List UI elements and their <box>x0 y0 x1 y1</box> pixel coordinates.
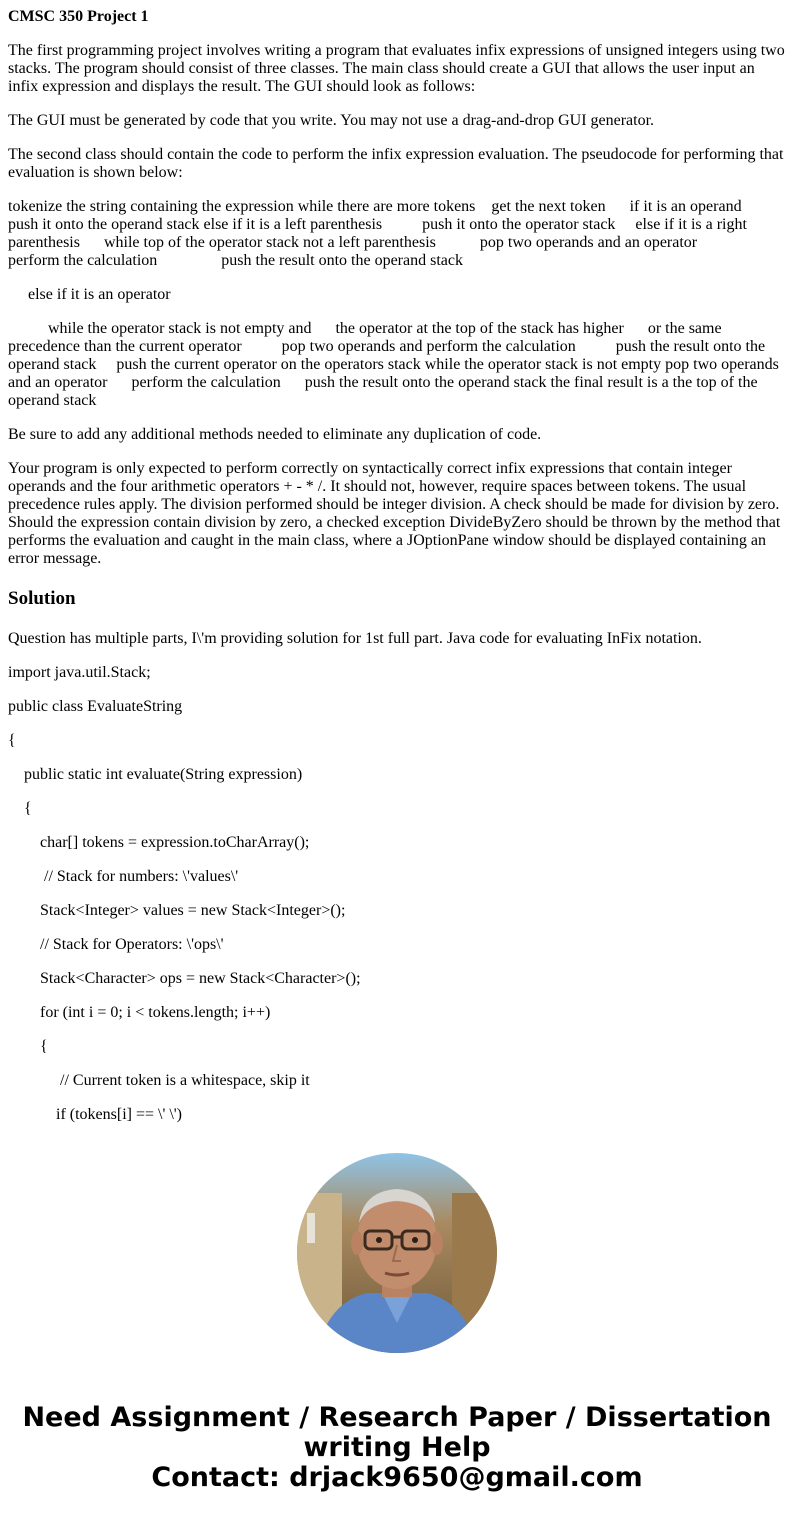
footer-line-2: writing Help <box>303 1432 491 1463</box>
code-line: public class EvaluateString <box>8 698 183 715</box>
question-paragraph-3: The second class should contain the code to perform the infix expression evaluation. The pseudocode for performing that evaluation is shown below: <box>8 146 784 181</box>
code-line: // Stack for numbers: \'values\' <box>8 868 239 885</box>
code-line: { <box>8 732 16 749</box>
solution-heading: Solution <box>8 588 76 609</box>
document-body <box>8 8 786 1140</box>
solution-intro: Question has multiple parts, I\'m providing solution for 1st full part. Java code for evaluating InFix notation. <box>8 630 702 647</box>
footer-contact: Contact: drjack9650@gmail.com <box>151 1462 643 1493</box>
question-paragraph-1: The first programming project involves writing a program that evaluates infix expressions of unsigned integers using two stacks. The program should consist of three classes. The main class should create a GUI that allows the user input an infix expression and displays the result. The GUI should look as follows: <box>8 42 785 95</box>
pseudocode-paragraph-1: tokenize the string containing the expression while there are more tokens get the next token if it is an operand push it onto the operand stack else if it is a left parenthesis push it onto the operator stack else if it is a right parenthesis while top of the operator stack not a left parenthesis pop two operands and an operator perform the calculation push the result onto the operand stack <box>8 198 778 269</box>
question-paragraph-2: The GUI must be generated by code that you write. You may not use a drag-and-drop GUI generator. <box>8 112 655 129</box>
code-line: Stack<Integer> values = new Stack<Integer>(); <box>8 902 346 919</box>
code-line: // Current token is a whitespace, skip it <box>8 1072 310 1089</box>
code-line: public static int evaluate(String expression) <box>8 766 303 783</box>
pseudocode-paragraph-3: while the operator stack is not empty and the operator at the top of the stack has higher or the same precedence than the current operator pop two operands and perform the calculation push the result onto the operand stack push the current operator on the operators stack while the operator stack is not empty pop two operands and an operator perform the calculation push the result onto the operand stack the final result is a the top of the operand stack <box>8 320 783 409</box>
solution-code <box>8 664 786 1124</box>
author-portrait-icon <box>297 1153 497 1353</box>
question-paragraph-7: Be sure to add any additional methods needed to eliminate any duplication of code. <box>8 426 542 443</box>
code-line: Stack<Character> ops = new Stack<Character>(); <box>8 970 361 987</box>
code-line: { <box>8 800 32 817</box>
code-line: if (tokens[i] == \' \') <box>8 1106 183 1123</box>
code-line: char[] tokens = expression.toCharArray(); <box>8 834 310 851</box>
question-title: CMSC 350 Project 1 <box>8 8 149 25</box>
code-line: { <box>8 1038 48 1055</box>
code-line: for (int i = 0; i < tokens.length; i++) <box>8 1004 271 1021</box>
footer-line-1: Need Assignment / Research Paper / Dissertation <box>22 1402 772 1433</box>
code-line: // Stack for Operators: \'ops\' <box>8 936 224 953</box>
code-line: import java.util.Stack; <box>8 664 151 681</box>
pseudocode-paragraph-2: else if it is an operator <box>8 286 171 303</box>
question-paragraph-8: Your program is only expected to perform correctly on syntactically correct infix expressions that contain integer operands and the four arithmetic operators + - * /. It should not, however, require spaces between tokens. The usual precedence rules apply. The division performed should be integer division. A check should be made for division by zero. Should the expression contain division by zero, a checked exception DivideByZero should be thrown by the method that performs the evaluation and caught in the main class, where a JOptionPane window should be displayed containing an error message. <box>8 460 781 567</box>
author-avatar <box>297 1153 497 1353</box>
footer-banner <box>0 1403 794 1493</box>
